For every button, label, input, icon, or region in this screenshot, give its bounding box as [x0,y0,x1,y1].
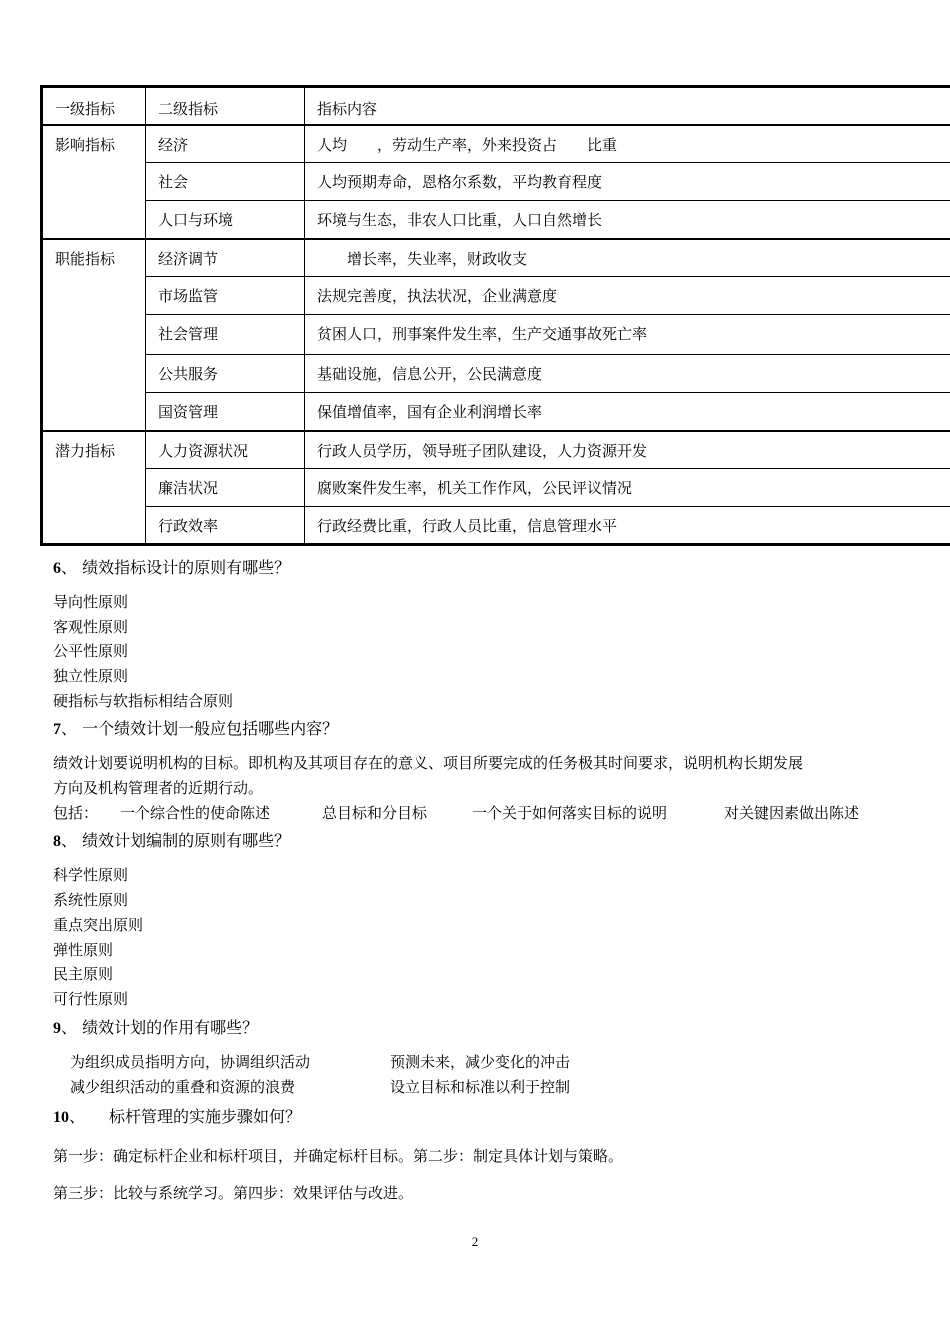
list-item: 预测未来，减少变化的冲击 [390,1053,571,1071]
paragraph-line: 绩效计划要说明机构的目标。即机构及其项目存在的意义、项目所要完成的任务极其时间要求，说明机构长期发展 [53,754,804,772]
content-cell: 保值增值率，国有企业利润增长率 [305,393,950,431]
list-item: 重点突出原则 [53,916,144,934]
question-8-heading [53,830,290,853]
list-item: 导向性原则 [53,593,129,611]
table-row [42,355,950,393]
level2-cell: 人口与环境 [146,201,305,239]
list-item: 独立性原则 [53,667,129,685]
level2-cell: 公共服务 [146,355,305,393]
content-cell: 环境与生态，非农人口比重，人口自然增长 [305,201,950,239]
include-item: 一个综合性的使命陈述 [120,804,271,822]
level2-cell: 国资管理 [146,393,305,431]
question-title: 、 绩效计划的作用有哪些？ [61,1018,259,1037]
question-number: 7 [53,721,61,738]
question-7-heading [53,718,338,741]
level2-cell: 人力资源状况 [146,431,305,469]
list-item: 硬指标与软指标相结合原则 [53,692,234,710]
level2-cell: 行政效率 [146,507,305,545]
content-cell: 行政经费比重，行政人员比重，信息管理水平 [305,507,950,545]
table-row [42,201,950,239]
header-cell-level2: 二级指标 [146,87,305,125]
table-row [42,393,950,431]
list-item: 科学性原则 [53,866,129,884]
table-row [42,163,950,201]
list-item: 系统性原则 [53,891,129,909]
list-item: 设立目标和标准以利于控制 [390,1078,571,1096]
paragraph-line: 第三步：比较与系统学习。第四步：效果评估与改进。 [53,1184,414,1202]
question-9-heading [53,1017,258,1040]
header-cell-level1: 一级指标 [42,87,146,125]
table-row [42,507,950,545]
list-item: 可行性原则 [53,990,129,1008]
level2-cell: 社会 [146,163,305,201]
table-header-row [42,87,950,125]
level2-cell: 经济调节 [146,239,305,277]
question-title: 、 一个绩效计划一般应包括哪些内容？ [61,719,339,738]
include-item: 对关键因素做出陈述 [724,804,860,822]
content-cell: 增长率，失业率，财政收支 [305,239,950,277]
question-title: 、 绩效指标设计的原则有哪些？ [61,558,291,577]
level2-cell: 廉洁状况 [146,469,305,507]
level1-cell: 影响指标 [42,125,146,239]
content-cell: 基础设施，信息公开，公民满意度 [305,355,950,393]
table-row [42,431,950,469]
list-item: 为组织成员指明方向，协调组织活动 [70,1053,311,1071]
content-cell: 行政人员学历，领导班子团队建设，人力资源开发 [305,431,950,469]
level1-cell: 潜力指标 [42,431,146,545]
question-number: 6 [53,560,61,577]
list-item: 客观性原则 [53,618,129,636]
question-6-heading [53,557,290,580]
indicator-table [40,85,950,546]
includes-label: 包括： [53,804,99,822]
level2-cell: 市场监管 [146,277,305,315]
table-row [42,125,950,163]
question-number: 9 [53,1020,61,1037]
level2-cell: 经济 [146,125,305,163]
content-cell: 人均预期寿命，恩格尔系数，平均教育程度 [305,163,950,201]
list-item: 弹性原则 [53,941,114,959]
content-cell: 腐败案件发生率，机关工作作风，公民评议情况 [305,469,950,507]
question-10-heading [53,1106,301,1129]
list-item: 民主原则 [53,965,114,983]
content-cell: 贫困人口，刑事案件发生率，生产交通事故死亡率 [305,315,950,355]
content-cell: 人均 ，劳动生产率，外来投资占 比重 [305,125,950,163]
list-item: 公平性原则 [53,642,129,660]
level2-cell: 社会管理 [146,315,305,355]
include-item: 一个关于如何落实目标的说明 [472,804,668,822]
table-row [42,469,950,507]
table-row [42,315,950,355]
paragraph-line: 方向及机构管理者的近期行动。 [53,779,264,797]
content-cell: 法规完善度，执法状况，企业满意度 [305,277,950,315]
table-row [42,239,950,277]
question-title: 、 标杆管理的实施步骤如何？ [69,1107,302,1126]
question-title: 、 绩效计划编制的原则有哪些？ [61,831,291,850]
header-cell-content: 指标内容 [305,87,950,125]
question-number: 10 [53,1109,69,1126]
table-row [42,277,950,315]
question-number: 8 [53,833,61,850]
paragraph-line: 第一步：确定标杆企业和标杆项目，并确定标杆目标。第二步：制定具体计划与策略。 [53,1147,624,1165]
include-item: 总目标和分目标 [322,804,428,822]
list-item: 减少组织活动的重叠和资源的浪费 [70,1078,296,1096]
page-number: 2 [471,1234,479,1249]
level1-cell: 职能指标 [42,239,146,431]
